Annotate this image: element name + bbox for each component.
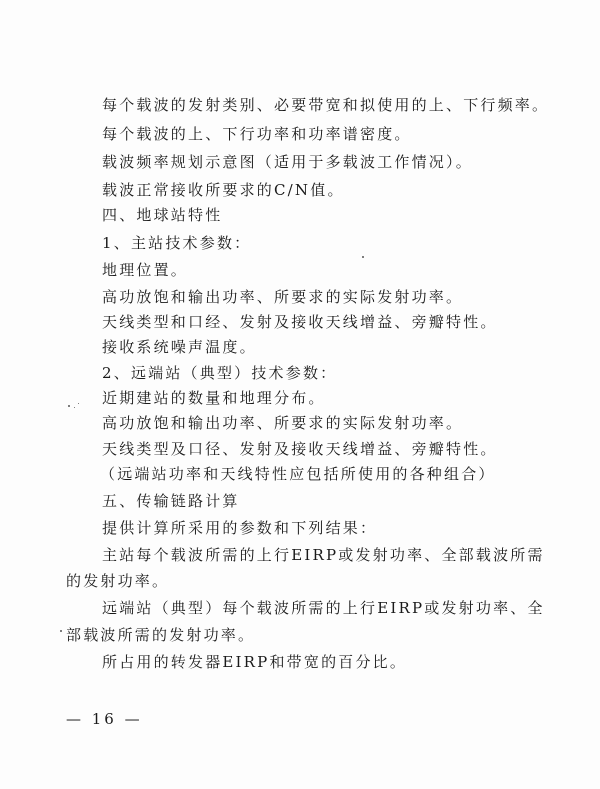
text-line: 接收系统噪声温度。 <box>102 338 257 356</box>
text-line: 部载波所需的发射功率。 <box>66 626 256 644</box>
scan-speck <box>74 407 75 408</box>
text-line: 提供计算所采用的参数和下列结果： <box>102 519 378 537</box>
text-line: 所占用的转发器EIRP和带宽的百分比。 <box>102 653 408 671</box>
text-line: 载波频率规划示意图（适用于多载波工作情况）。 <box>102 153 473 171</box>
section-heading: 五、传输链路计算 <box>102 492 240 510</box>
scan-speck <box>362 256 364 258</box>
text-line: 高功放饱和输出功率、所要求的实际发射功率。 <box>102 288 464 306</box>
text-line: 近期建站的数量和地理分布。 <box>102 389 326 407</box>
text-line: 每个载波的上、下行功率和功率谱密度。 <box>102 125 412 143</box>
scan-speck <box>60 630 62 632</box>
text-line: 天线类型和口经、发射及接收天线增益、旁瓣特性。 <box>102 313 498 331</box>
scan-speck <box>78 403 79 404</box>
subsection-heading: 2、远端站（典型）技术参数： <box>102 364 338 382</box>
text-line: 的发射功率。 <box>66 572 170 590</box>
text-line: 主站每个载波所需的上行EIRP或发射功率、全部载波所需 <box>102 546 545 564</box>
section-heading: 四、地球站特性 <box>102 206 223 224</box>
text-line: （远端站功率和天线特性应包括所使用的各种组合） <box>100 465 496 483</box>
scan-speck <box>68 405 70 407</box>
text-line: 地理位置。 <box>102 261 189 279</box>
page-number: — 16 — <box>66 710 143 728</box>
subsection-heading: 1、主站技术参数： <box>102 234 252 252</box>
text-line: 每个载波的发射类别、必要带宽和拟使用的上、下行频率。 <box>102 96 550 114</box>
text-line: 载波正常接收所要求的C/N值。 <box>102 181 345 199</box>
text-line: 远端站（典型）每个载波所需的上行EIRP或发射功率、全 <box>102 599 545 617</box>
text-line: 高功放饱和输出功率、所要求的实际发射功率。 <box>102 414 464 432</box>
text-line: 天线类型及口径、发射及接收天线增益、旁瓣特性。 <box>102 440 498 458</box>
